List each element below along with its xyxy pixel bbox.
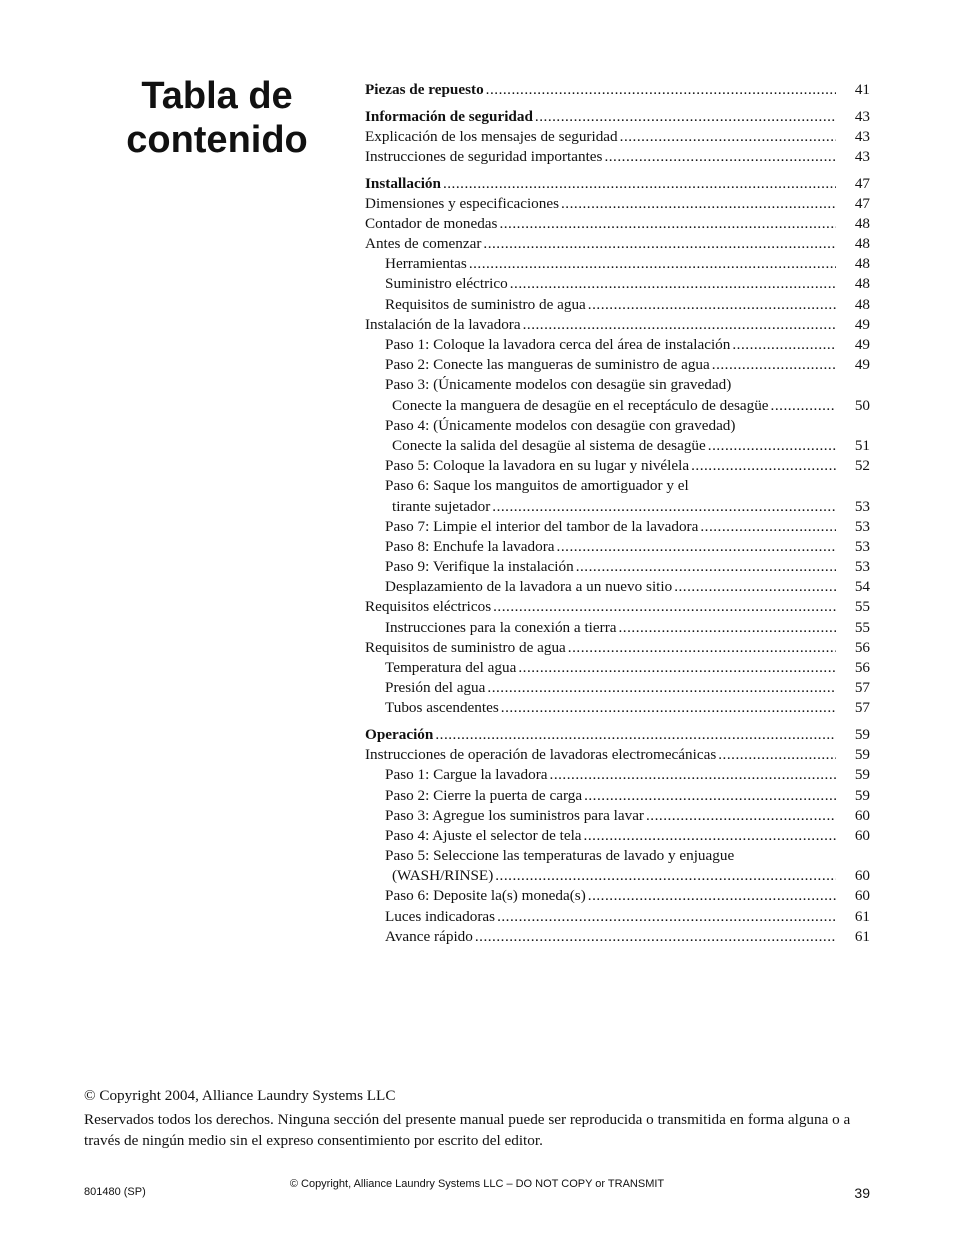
page-title [92,74,342,162]
toc-dot-leader [561,194,836,214]
toc-entry-title: Dimensiones y especificaciones [365,194,559,212]
toc-entry [365,866,870,886]
toc-entry-page: 61 [854,907,870,925]
toc-entry [365,497,870,517]
toc-entry-title: Paso 2: Cierre la puerta de carga [385,786,583,804]
toc-entry-page: 51 [854,436,870,454]
toc-entry-title: Suministro eléctrico [385,275,508,293]
toc-entry [365,927,870,947]
toc-entry [365,355,870,375]
toc-dot-leader [584,826,836,846]
toc-entry-page: 60 [854,826,870,844]
toc-entry [365,194,870,214]
toc-dot-leader [620,127,836,147]
toc-entry-title: Paso 5: Seleccione las temperaturas de lavado y enjuague [385,847,735,865]
toc-dot-leader [712,355,836,375]
toc-dot-leader [492,497,836,517]
toc-entry-page: 54 [854,578,870,596]
toc-entry-title: Antes de comenzar [365,235,482,253]
toc-dot-leader [518,658,836,678]
toc-entry-page: 59 [854,746,870,764]
toc-entry-page: 43 [854,147,870,165]
toc-entry-page: 49 [854,356,870,374]
toc-entry-page: 43 [854,127,870,145]
toc-dot-leader [557,537,836,557]
toc-entry [365,577,870,597]
toc-entry-page: 59 [854,725,870,743]
toc-entry [365,786,870,806]
toc-entry-page: 57 [854,699,870,717]
toc-dot-leader [584,786,836,806]
toc-entry-page: 55 [854,598,870,616]
toc-dot-leader [646,806,836,826]
copyright-line: © Copyright 2004, Alliance Laundry Systems LLC [84,1087,396,1104]
toc-entry-title: Paso 8: Enchufe la lavadora [385,537,555,555]
toc-entry-title: Paso 7: Limpie el interior del tambor de la lavadora [385,517,699,535]
toc-entry-page: 41 [854,81,870,98]
toc-dot-leader [771,396,836,416]
toc-dot-leader [501,698,836,718]
toc-entry [365,678,870,698]
toc-entry-page: 48 [854,295,870,313]
toc-entry [365,274,870,294]
toc-entry-title: Instalación de la lavadora [365,315,521,333]
toc-dot-leader [443,174,836,194]
toc-entry-title: Paso 3: (Únicamente modelos con desagüe sin gravedad) [385,376,732,394]
toc-entry-title: Presión del agua [385,679,486,697]
toc-entry [365,315,870,335]
toc-entry-title: Paso 5: Coloque la lavadora en su lugar y nivélela [385,457,690,475]
document-code: 801480 (SP) [84,1186,146,1198]
toc-entry-title: Avance rápido [385,927,473,945]
toc-entry-title: Paso 1: Cargue la lavadora [385,766,548,784]
toc-entry [365,806,870,826]
toc-entry-title: tirante sujetador [392,497,491,515]
toc-dot-leader [483,234,836,254]
toc-entry-title: Paso 6: Deposite la(s) moneda(s) [385,887,586,905]
toc-dot-leader [523,315,836,335]
toc-entry-title: Requisitos de suministro de agua [385,295,586,313]
toc-dot-leader [510,274,836,294]
toc-entry-title: Temperatura del agua [385,659,517,677]
toc-entry-page: 53 [854,497,870,515]
toc-entry [365,295,870,315]
toc-entry [365,557,870,577]
toc-entry [365,416,870,436]
toc-dot-leader [691,456,836,476]
toc-entry-title: Requisitos de suministro de agua [365,638,566,656]
toc-entry [365,698,870,718]
toc-entry-page: 56 [854,659,870,677]
toc-dot-leader [700,517,836,537]
toc-entry [365,127,870,147]
toc-dot-leader [499,214,836,234]
toc-entry-page: 53 [854,517,870,535]
toc-entry-title: Paso 4: (Únicamente modelos con desagüe con gravedad) [385,416,736,434]
toc-entry-title: Desplazamiento de la lavadora a un nuevo sitio [385,578,673,596]
toc-dot-leader [493,597,836,617]
toc-entry [365,396,870,416]
toc-entry-page: 56 [854,638,870,656]
toc-entry-page: 43 [854,107,870,125]
toc-entry [365,254,870,274]
toc-dot-leader [674,577,836,597]
toc-entry-page: 59 [854,766,870,784]
toc-entry-page: 55 [854,618,870,636]
toc-dot-leader [604,147,836,167]
toc-entry-title: Información de seguridad [365,107,533,125]
toc-entry-page: 47 [854,174,870,192]
toc-entry [365,476,870,496]
toc-entry-page: 60 [854,867,870,885]
toc-entry-title: Herramientas [385,255,467,273]
toc-dot-leader [550,765,836,785]
footer-copyright-notice: © Copyright, Alliance Laundry Systems LLC – DO NOT COPY or TRANSMIT [289,1178,665,1190]
toc-entry-page: 49 [854,336,870,354]
toc-entry-page: 53 [854,537,870,555]
toc-dot-leader [708,436,836,456]
page-title-line-1: Tabla de [141,75,293,117]
toc-entry [365,517,870,537]
toc-entry [365,886,870,906]
toc-entry [365,846,870,866]
toc-dot-leader [619,618,837,638]
toc-entry [365,745,870,765]
table-of-contents [365,80,870,947]
toc-entry-title: Contador de monedas [365,214,498,232]
toc-entry-title: Tubos ascendentes [385,699,499,717]
toc-entry [365,537,870,557]
toc-entry-page: 60 [854,887,870,905]
toc-entry-title: Conecte la manguera de desagüe en el receptáculo de desagüe [392,396,769,414]
toc-entry-title: Operación [365,725,434,743]
toc-entry-page: 48 [854,255,870,273]
toc-entry-page: 48 [854,235,870,253]
toc-entry-page: 52 [854,457,870,475]
toc-entry-page: 60 [854,806,870,824]
toc-dot-leader [469,254,836,274]
toc-entry-title: Conecte la salida del desagüe al sistema de desagüe [392,436,706,454]
toc-dot-leader [535,107,836,127]
toc-entry-page: 61 [854,927,870,945]
toc-entry [365,826,870,846]
toc-dot-leader [435,725,836,745]
toc-entry [365,456,870,476]
page-title-line-2: contenido [126,119,308,161]
toc-entry [365,658,870,678]
toc-entry-title: Installación [365,174,441,192]
toc-dot-leader [495,866,836,886]
toc-entry [365,725,870,745]
toc-entry [365,618,870,638]
toc-dot-leader [486,80,836,100]
toc-dot-leader [732,335,836,355]
toc-entry-page: 59 [854,786,870,804]
toc-dot-leader [718,745,836,765]
toc-entry-title: Paso 3: Agregue los suministros para lavar [385,806,644,824]
toc-entry-page: 57 [854,679,870,697]
toc-entry [365,214,870,234]
toc-entry [365,638,870,658]
toc-entry-title: (WASH/RINSE) [392,867,494,885]
toc-entry-page: 50 [854,396,870,414]
toc-entry [365,107,870,127]
toc-entry-page: 49 [854,315,870,333]
toc-dot-leader [568,638,836,658]
toc-entry-page: 48 [854,214,870,232]
toc-entry-title: Paso 2: Conecte las mangueras de suministro de agua [385,356,710,374]
page-number: 39 [854,1185,870,1201]
toc-entry-page: 53 [854,558,870,576]
copyright-block [84,1085,884,1151]
toc-entry-page: 48 [854,275,870,293]
toc-entry [365,907,870,927]
toc-dot-leader [576,557,836,577]
toc-entry-title: Piezas de repuesto [365,81,484,98]
toc-entry-title: Paso 1: Coloque la lavadora cerca del área de instalación [385,336,731,354]
toc-entry-title: Paso 6: Saque los manguitos de amortiguador y el [385,477,689,495]
toc-entry [365,335,870,355]
toc-entry [365,174,870,194]
toc-entry [365,375,870,395]
toc-entry-title: Explicación de los mensajes de seguridad [365,127,618,145]
toc-entry-page: 47 [854,194,870,212]
toc-entry-title: Paso 4: Ajuste el selector de tela [385,826,582,844]
toc-entry-title: Luces indicadoras [385,907,496,925]
toc-entry-title: Requisitos eléctricos [365,598,492,616]
toc-dot-leader [497,907,836,927]
toc-entry [365,80,870,100]
toc-entry [365,597,870,617]
toc-entry [365,147,870,167]
toc-entry [365,436,870,456]
toc-dot-leader [588,295,836,315]
toc-entry-title: Instrucciones para la conexión a tierra [385,618,617,636]
toc-dot-leader [475,927,836,947]
rights-statement: Reservados todos los derechos. Ninguna sección del presente manual puede ser reproducida o transmitida en forma alguna o a través de ningún medio sin el expreso consentimiento por escrito del editor. [84,1111,851,1149]
toc-entry-title: Instrucciones de seguridad importantes [365,147,603,165]
toc-entry [365,234,870,254]
toc-entry-title: Paso 9: Verifique la instalación [385,558,574,576]
toc-dot-leader [588,886,836,906]
toc-entry-title: Instrucciones de operación de lavadoras electromecánicas [365,746,717,764]
toc-entry [365,765,870,785]
toc-dot-leader [487,678,836,698]
